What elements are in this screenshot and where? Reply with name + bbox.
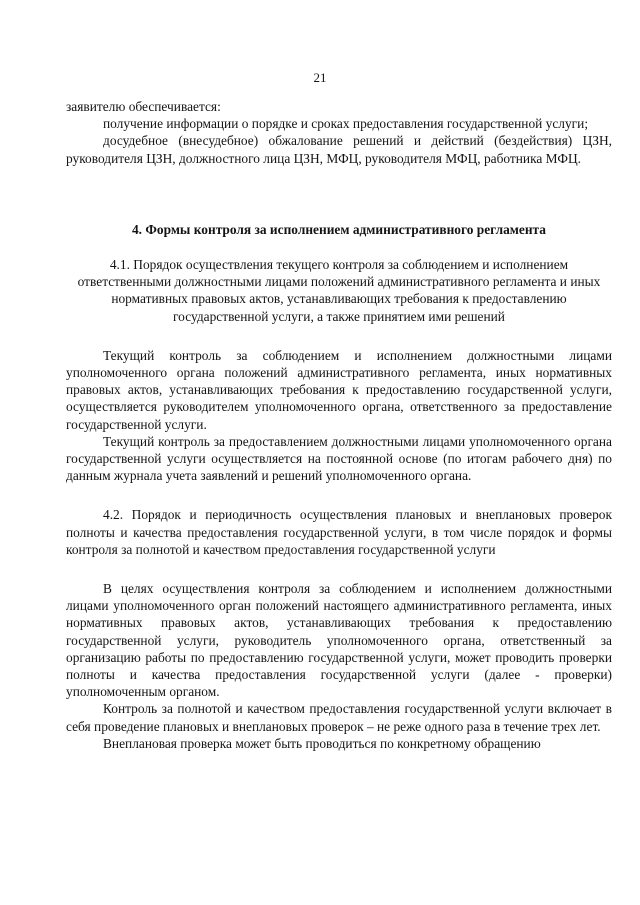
page-number: 21 xyxy=(313,70,327,85)
section-heading: 4. Формы контроля за исполнением административного регламента xyxy=(131,221,546,237)
subsection-heading-4-2: 4.2. Порядок и периодичность осуществления плановых и внеплановых проверок полноты и качества предоставления государственной услуги, в том числе порядок и формы контроля за полнотой и качеством предоставления государственной услуги xyxy=(66,507,612,557)
paragraph: Текущий контроль за предоставлением должностными лицами уполномоченного органа государственной услуги осуществляется на постоянной основе (по итогам рабочего дня) по данным журнала учета заявлений и решений уполномоченного органа. xyxy=(66,433,612,484)
paragraph: заявителю обеспечивается: xyxy=(66,99,221,114)
paragraph: Контроль за полнотой и качеством предоставления государственной услуги включает в себя проведение плановых и внеплановых проверок – не реже одного раза в течение трех лет. xyxy=(66,701,612,734)
paragraph: получение информации о порядке и сроках предоставления государственной услуги; xyxy=(103,116,589,132)
subsection-heading-4-1: 4.1. Порядок осуществления текущего контроля за соблюдением и исполнением ответственными должностными лицами положений административного регламента и иных нормативных правовых актов, устанавливающих требования к предоставлению государственной услуги, а также принятием ими решений xyxy=(77,257,601,324)
paragraph: досудебное (внесудебное) обжалование решений и действий (бездействия) ЦЗН, руководителя ЦЗН, должностного лица ЦЗН, МФЦ, руководителя МФЦ, работника МФЦ. xyxy=(66,133,612,166)
document-body xyxy=(66,98,612,752)
paragraph: В целях осуществления контроля за соблюдением и исполнением должностными лицами уполномоченного орган положений настоящего административного регламента, иных нормативных правовых актов, устанавливающих требования к предоставлению государственной услуги, руководитель уполномоченного органа, ответственный за организацию работы по предоставлению государственной услуги, может проводить проверки полноты и качества предоставления государственной услуги (далее - проверки) уполномоченным органом. xyxy=(66,581,612,700)
paragraph: Текущий контроль за соблюдением и исполнением должностными лицами уполномоченного органа положений административного регламента, иных нормативных правовых актов, устанавливающих требования к предоставлению государственной услуги, осуществляется руководителем уполномоченного органа, ответственного за предоставление государственной услуги. xyxy=(66,347,612,432)
paragraph: Внеплановая проверка может быть проводиться по конкретному обращению xyxy=(103,735,541,751)
